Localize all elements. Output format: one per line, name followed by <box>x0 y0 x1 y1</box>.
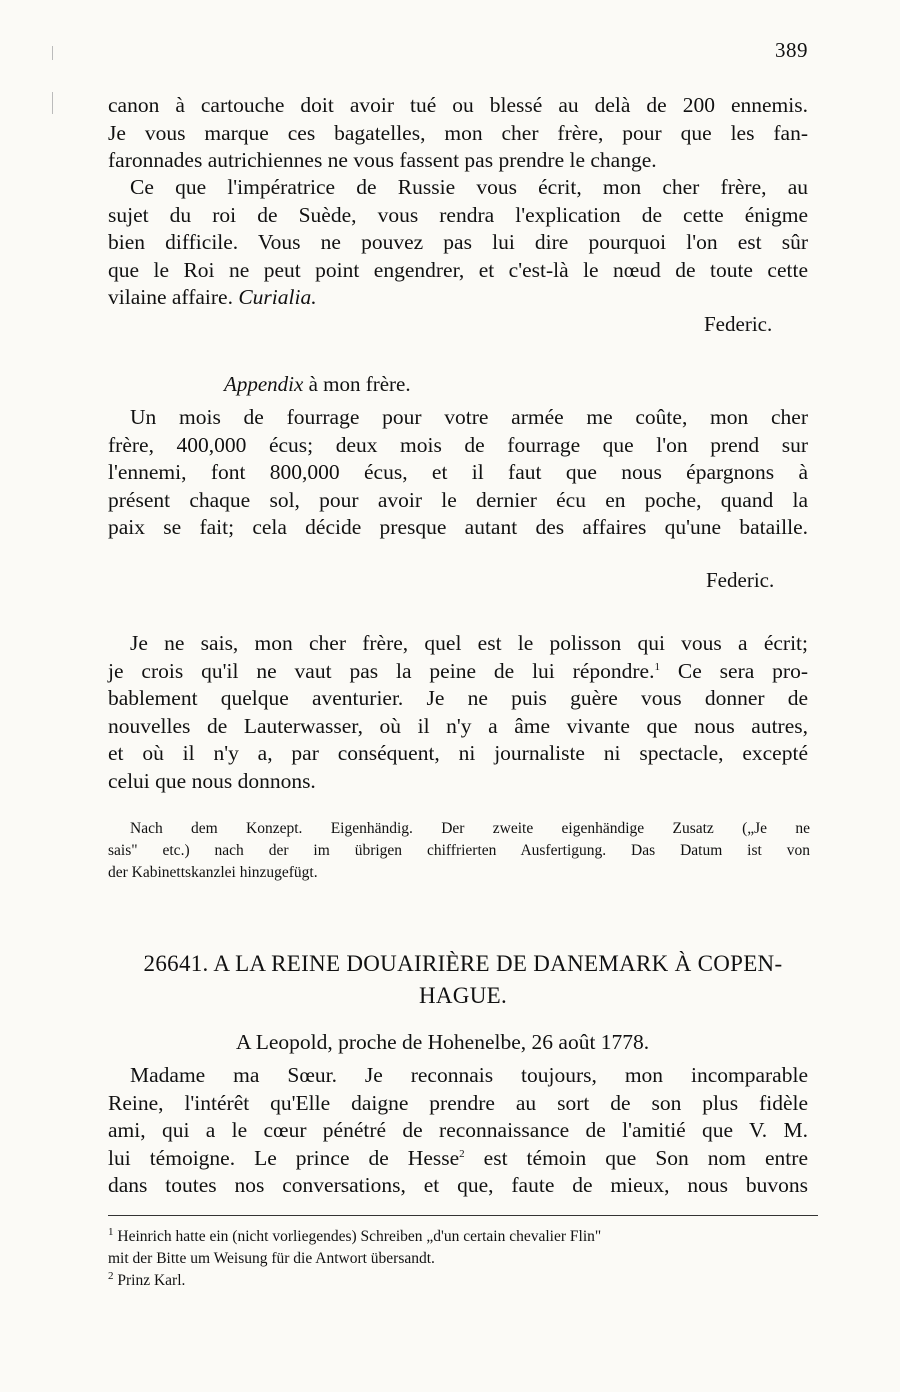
page-number: 389 <box>775 38 808 62</box>
letter-heading <box>108 948 818 1012</box>
source-note <box>108 818 810 884</box>
footnote-text: mit der Bitte um Weisung für die Antwort übersandt. <box>108 1250 435 1267</box>
text-line <box>108 1145 808 1173</box>
footnotes <box>108 1226 818 1292</box>
text-line: bien difficile. Vous ne pouvez pas lui dire pourquoi l'on est sûr <box>108 230 808 254</box>
text-line: Reine, l'intérêt qu'Elle daigne prendre au sort de son plus fidèle <box>108 1090 808 1115</box>
text-line: Un mois de fourrage pour votre armée me coûte, mon cher <box>130 405 808 429</box>
text-line: frère, 400,000 écus; deux mois de fourrage que l'on prend sur <box>108 432 808 457</box>
text-line: présent chaque sol, pour avoir le dernier écu en poche, quand la <box>108 487 808 512</box>
heading-line: HAGUE. <box>418 983 508 1008</box>
footnote-ref: 1 <box>654 660 660 673</box>
note-line: der Kabinettskanzlei hinzugefügt. <box>108 864 318 881</box>
text-line: que le Roi ne peut point engendrer, et c'est-là le nœud de toute cette <box>108 257 808 282</box>
italic-word: Curialia. <box>238 285 317 309</box>
text-fragment: est témoin que Son nom entre <box>464 1145 808 1170</box>
text-line: bablement quelque aventurier. Je ne puis guère vous donner de <box>108 686 808 710</box>
text-line: celui que nous donnons. <box>108 768 316 793</box>
text-line: faronnades autrichiennes ne vous fassent pas prendre le change. <box>108 148 657 172</box>
footnote-text: Prinz Karl. <box>117 1272 186 1289</box>
footnote-text: Heinrich hatte ein (nicht vorliegendes) Schreiben „d'un certain chevalier Flin" <box>117 1228 602 1245</box>
text-line: Ce que l'impératrice de Russie vous écrit, mon cher frère, au <box>130 175 808 199</box>
text-line: dans toutes nos conversations, et que, faute de mieux, nous buvons <box>108 1173 808 1197</box>
text-line <box>108 658 808 686</box>
note-line: Nach dem Konzept. Eigenhändig. Der zweite eigenhändige Zusatz („Je ne <box>130 820 810 837</box>
text-line: Je vous marque ces bagatelles, mon cher frère, pour que les fan- <box>108 120 808 145</box>
margin-mark <box>52 92 53 114</box>
text-line: Madame ma Sœur. Je reconnais toujours, mon incomparable <box>130 1063 808 1087</box>
text-fragment: vilaine affaire. <box>108 285 233 309</box>
text-line: paix se fait; cela décide presque autant des affaires qu'une bataille. <box>108 515 808 539</box>
text-line <box>108 284 808 312</box>
paragraph-5 <box>108 1062 808 1200</box>
text-line: ami, qui a le cœur pénétré de reconnaissance de l'amitié que V. M. <box>108 1118 808 1142</box>
dateline: A Leopold, proche de Hohenelbe, 26 août 1778. <box>236 1030 650 1054</box>
margin-mark <box>52 46 53 60</box>
footnote-mark: 1 <box>108 1225 114 1238</box>
footnote-rule <box>108 1215 818 1216</box>
text-line: l'ennemi, font 800,000 écus, et il faut que nous épargnons à <box>108 460 808 484</box>
footnote-ref: 2 <box>459 1147 465 1160</box>
note-line: sais" etc.) nach der im übrigen chiffrierten Ausfertigung. Das Datum ist von <box>108 842 810 859</box>
text-fragment: je crois qu'il ne vaut pas la peine de lui répondre. <box>108 658 655 683</box>
text-line: sujet du roi de Suède, vous rendra l'explication de cette énigme <box>108 202 808 227</box>
footnote-2 <box>108 1270 818 1292</box>
text-line: nouvelles de Lauterwasser, où il n'y a âme vivante que nous autres, <box>108 713 808 738</box>
heading-line: 26641. A LA REINE DOUAIRIÈRE DE DANEMARK À COPEN- <box>143 951 783 976</box>
text-line: et où il n'y a, par conséquent, ni journaliste ni spectacle, excepté <box>108 741 808 765</box>
paragraph-2 <box>108 174 808 312</box>
text-fragment: lui témoigne. Le prince de Hesse <box>108 1145 460 1170</box>
text-line: canon à cartouche doit avoir tué ou blessé au delà de 200 ennemis. <box>108 93 808 117</box>
signature: Federic. <box>706 568 775 592</box>
signature: Federic. <box>704 312 773 336</box>
footnote-1 <box>108 1226 818 1248</box>
text-fragment: Ce sera pro- <box>659 658 808 683</box>
appendix-rest: à mon frère. <box>308 372 411 396</box>
text-line: Je ne sais, mon cher frère, quel est le polisson qui vous a écrit; <box>130 631 808 655</box>
footnote-mark: 2 <box>108 1269 114 1282</box>
paragraph-1 <box>108 92 808 175</box>
paragraph-3 <box>108 404 808 542</box>
paragraph-4 <box>108 630 808 795</box>
appendix-title <box>224 372 411 397</box>
appendix-italic: Appendix <box>224 372 304 396</box>
